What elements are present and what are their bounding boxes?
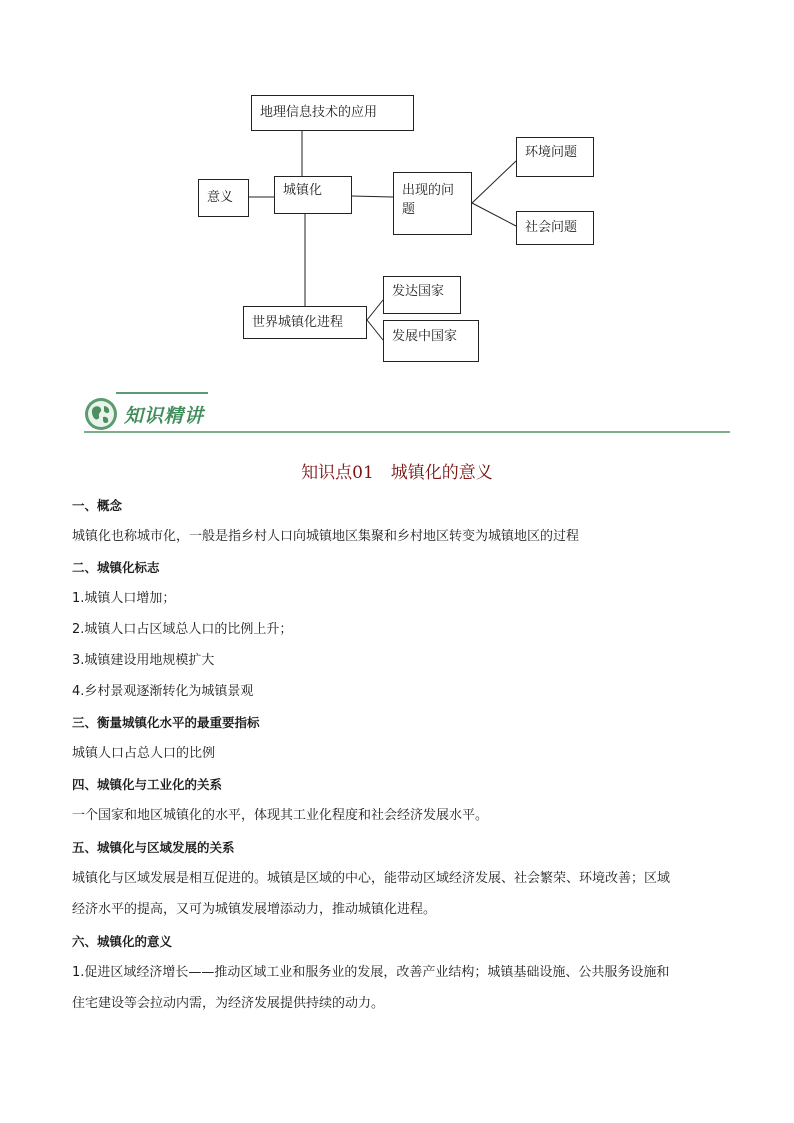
section-heading: 六、城镇化的意义 <box>72 934 173 949</box>
banner-top-rule <box>116 392 208 394</box>
node-env-label: 环境问题 <box>525 145 578 160</box>
node-env <box>516 137 594 177</box>
node-social <box>516 211 594 245</box>
node-gis-label: 地理信息技术的应用 <box>260 105 378 120</box>
section-banner <box>84 392 730 436</box>
section-heading: 一、概念 <box>72 498 123 513</box>
node-developing-label: 发展中国家 <box>392 329 458 344</box>
node-developing <box>383 320 479 362</box>
node-world <box>243 306 367 339</box>
banner-label: 知识精讲 <box>124 405 205 427</box>
section-line: 住宅建设等会拉动内需，为经济发展提供持续的动力。 <box>72 996 385 1011</box>
section-line: 1.城镇人口增加； <box>72 591 176 606</box>
section-line: 经济水平的提高，又可为城镇发展增添动力，推动城镇化进程。 <box>72 902 437 917</box>
section-line: 城镇化也称城市化，一般是指乡村人口向城镇地区集聚和乡村地区转变为城镇地区的过程 <box>72 529 580 544</box>
node-developed-label: 发达国家 <box>392 284 445 299</box>
section-heading: 四、城镇化与工业化的关系 <box>72 777 223 792</box>
node-problems <box>393 172 472 235</box>
knowledge-point-title: 知识点01 城镇化的意义 <box>301 463 493 483</box>
section-line: 3.城镇建设用地规模扩大 <box>72 653 215 668</box>
banner-bottom-rule <box>84 431 730 433</box>
section-heading: 五、城镇化与区域发展的关系 <box>72 840 235 855</box>
section-line: 一个国家和地区城镇化的水平，体现其工业化程度和社会经济发展水平。 <box>72 808 489 823</box>
node-gis <box>251 95 414 131</box>
node-world-label: 世界城镇化进程 <box>252 315 344 330</box>
section-line: 2.城镇人口占区域总人口的比例上升； <box>72 622 293 637</box>
node-meaning-label: 意义 <box>207 190 234 205</box>
section-line: 1.促进区域经济增长——推动区域工业和服务业的发展，改善产业结构；城镇基础设施、公共服务设施和 <box>72 965 670 980</box>
section-line: 城镇人口占总人口的比例 <box>72 746 216 761</box>
section-line: 4.乡村景观逐渐转化为城镇景观 <box>72 684 254 699</box>
node-problems-label: 出现的问题 <box>402 183 455 217</box>
section-heading: 二、城镇化标志 <box>72 560 160 575</box>
section-line: 城镇化与区域发展是相互促进的。城镇是区域的中心，能带动区域经济发展、社会繁荣、环境改善；区域 <box>72 871 671 886</box>
node-social-label: 社会问题 <box>525 220 578 235</box>
node-developed <box>383 276 461 314</box>
section-heading: 三、衡量城镇化水平的最重要指标 <box>72 715 260 730</box>
globe-icon <box>84 397 118 431</box>
node-urbanization-label: 城镇化 <box>283 183 323 198</box>
node-urbanization <box>274 176 352 214</box>
node-meaning <box>198 179 249 217</box>
